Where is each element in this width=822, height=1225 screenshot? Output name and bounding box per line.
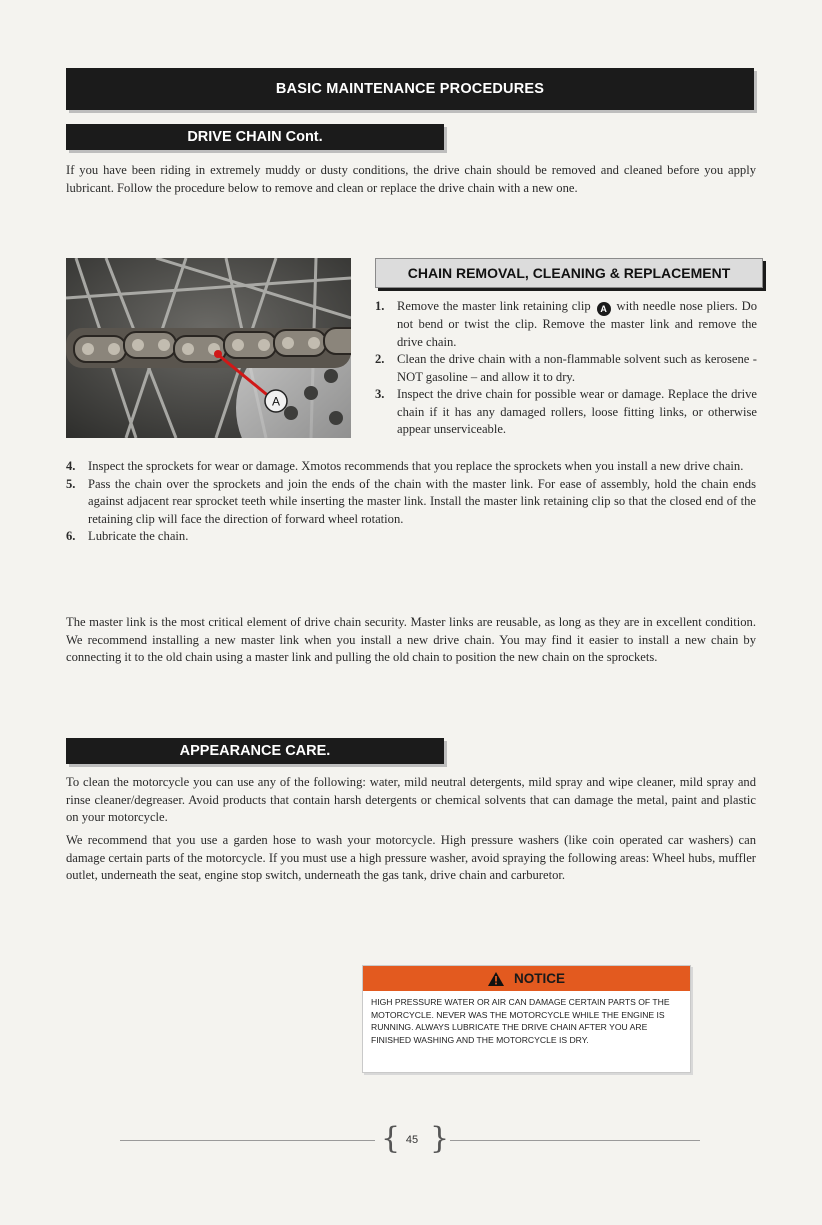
appearance-paragraph-2: We recommend that you use a garden hose to wash your motorcycle. High pressure washers (like coin operated car washers) can damage certain parts of the motorcycle. If you must use a high pressure washer, avoid spraying the following areas: Wheel hubs, muffler outlet, underneath the seat, engine stop switch, underneath the gas tank, drive chain and carburetor.	[66, 833, 756, 882]
page-number: 45	[405, 1134, 419, 1146]
chain-removal-heading	[375, 258, 763, 288]
appearance-title: APPEARANCE CARE.	[179, 743, 331, 759]
notice-label: NOTICE	[513, 971, 565, 986]
removal-steps-lower	[66, 458, 756, 546]
callout-badge: A	[597, 302, 611, 316]
chain-photo	[66, 258, 351, 438]
right-brace: }	[430, 1121, 450, 1156]
photo-callout-label: A	[271, 394, 281, 409]
step-item: 3. Inspect the drive chain for possible wear or damage. Replace the drive chain if it has any damaged rollers, loose fitting links, or otherwise appear unserviceable.	[375, 387, 757, 436]
footer-rule-left	[120, 1140, 375, 1141]
page-banner	[66, 68, 754, 110]
appearance-paragraph-1: To clean the motorcycle you can use any of the following: water, mild neutral detergents, mild spray and wipe cleaner, mild spray and rinse cleaner/degreaser. Avoid products that contain harsh detergents or chemical solvents that can damage the metal, paint and plastic on your motorcycle.	[66, 775, 756, 824]
step-item: 2. Clean the drive chain with a non-flammable solvent such as kerosene - NOT gasoline – and allow it to dry.	[375, 352, 757, 384]
step-item: 1. Remove the master link retaining clip A with needle nose pliers. Do not bend or twist the clip. Remove the master link and remove the drive chain.	[375, 299, 757, 349]
step-item: 6. Lubricate the chain.	[66, 529, 189, 543]
chain-photo-illustration	[66, 258, 351, 438]
drive-chain-intro: If you have been riding in extremely muddy or dusty conditions, the drive chain should be removed and cleaned before you apply lubricant. Follow the procedure below to remove and clean or replace the drive chain with a new one.	[66, 163, 756, 195]
chain-removal-title: CHAIN REMOVAL, CLEANING & REPLACEMENT	[407, 265, 731, 281]
footer-rule-right	[450, 1140, 700, 1141]
drive-chain-heading	[66, 124, 444, 150]
warning-triangle-icon	[488, 972, 504, 986]
appearance-heading	[66, 738, 444, 764]
step-item: 5. Pass the chain over the sprockets and join the ends of the chain with the master link. For ease of assembly, hold the chain ends against adjacent rear sprocket teeth while inserting the master link. Install the master link retaining clip so that the closed end of the retaining clip will face the direction of forward wheel rotation.	[66, 476, 756, 526]
page-banner-title: BASIC MAINTENANCE PROCEDURES	[275, 81, 545, 97]
step-item: 4. Inspect the sprockets for wear or damage. Xmotos recommends that you replace the sprockets when you install a new drive chain.	[66, 459, 744, 473]
notice-header	[363, 966, 690, 991]
removal-steps-upper	[375, 298, 757, 439]
master-link-note: The master link is the most critical element of drive chain security. Master links are reusable, as long as they are in excellent condition. We recommend installing a new master link when you install a new drive chain. You may find it easier to install a new chain by connecting it to the old chain using a master link and pulling the old chain to position the new chain on the sprockets.	[66, 615, 756, 664]
notice-text: HIGH PRESSURE WATER OR AIR CAN DAMAGE CERTAIN PARTS OF THE MOTORCYCLE. NEVER WAS THE MOTORCYCLE WHILE THE ENGINE IS RUNNING. ALWAYS LUBRICATE THE DRIVE CHAIN AFTER YOU ARE FINISHED WASHING AND THE MOTORCYCLE IS DRY.	[371, 997, 670, 1045]
left-brace: {	[381, 1121, 401, 1156]
drive-chain-title: DRIVE CHAIN Cont.	[187, 129, 323, 145]
notice-box	[362, 965, 691, 1073]
chain-links	[66, 328, 351, 368]
